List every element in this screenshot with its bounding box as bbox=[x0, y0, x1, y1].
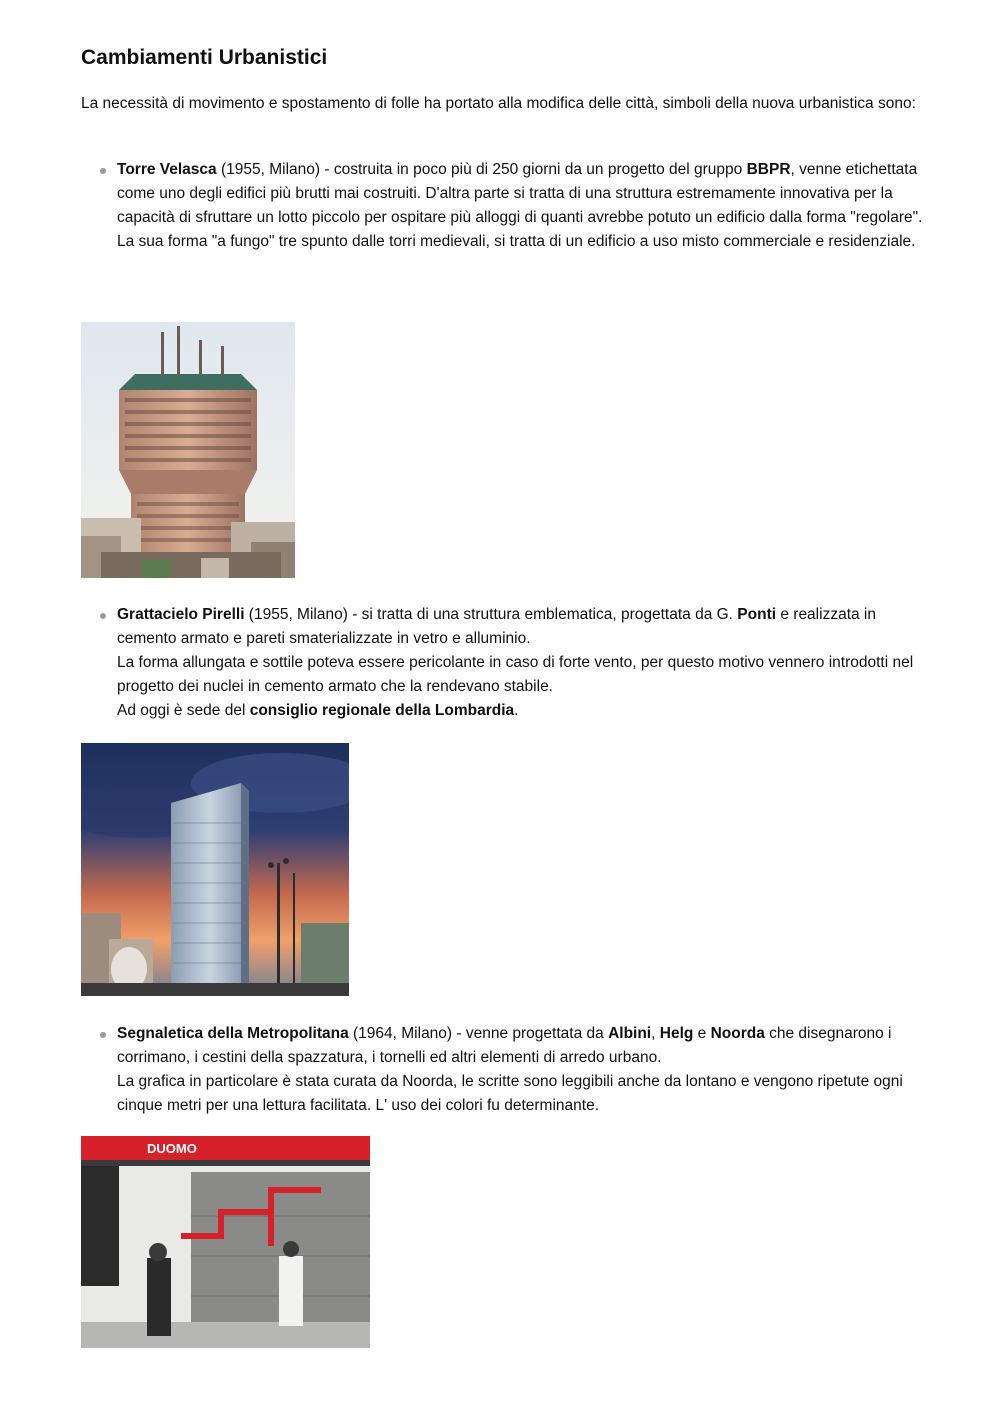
item-text: Torre Velasca (1955, Milano) - costruita in poco più di 250 giorni da un progetto del gruppo BBPR, venne etichettata come uno degli edifici più brutti mai costruiti. D'altra parte si tratta di una struttura estremamente innovativa per la capacità di sfruttare un lotto piccolo per ospitare più alloggi di quanti avrebbe potuto un edificio dalla forma "regolare". La sua forma "a fungo" tre spunto dalle torri medievali, si tratta di un edificio a uso misto commerciale e residenziale. bbox=[117, 161, 923, 250]
item-name: Torre Velasca bbox=[117, 161, 217, 178]
intro-paragraph: La necessità di movimento e spostamento di folle ha portato alla modifica delle città, simboli della nuova urbanistica sono: bbox=[81, 95, 916, 112]
item-text: Segnaletica della Metropolitana (1964, Milano) - venne progettata da Albini, Helg e Noorda che disegnarono i corrimano, i cestini della spazzatura, i tornelli ed altri elementi di arredo urbano. La grafica in particolare è stata curata da Noorda, le scritte sono leggibili anche da lontano e vengono ripetute ogni cinque metri per una lettura facilitata. L' uso dei colori fu determinante. bbox=[117, 1025, 903, 1114]
item-name: Grattacielo Pirelli bbox=[117, 606, 245, 623]
bullet-icon bbox=[100, 613, 106, 619]
photo-grattacielo-pirelli bbox=[81, 743, 349, 996]
group-name: BBPR bbox=[746, 161, 791, 178]
item-name: Segnaletica della Metropolitana bbox=[117, 1025, 349, 1042]
sign-text: DUOMO bbox=[147, 1141, 197, 1156]
photo-segnaletica-metropolitana bbox=[81, 1136, 370, 1348]
designer-name: Ponti bbox=[737, 606, 777, 623]
item-text: Grattacielo Pirelli (1955, Milano) - si tratta di una struttura emblematica, progettata da G. Ponti e realizzata in cemento armato e pareti smaterializzate in vetro e alluminio. La forma allungata e sottile poteva essere pericolante in caso di forte vento, per questo motivo vennero introdotti nel progetto dei nuclei in cemento armato che la rendevano stabile. Ad oggi è sede del consiglio regionale della Lombardia. bbox=[117, 606, 914, 719]
bullet-icon bbox=[100, 1032, 106, 1038]
bullet-icon bbox=[100, 168, 106, 174]
page-title: Cambiamenti Urbanistici bbox=[81, 46, 328, 69]
photo-torre-velasca bbox=[81, 322, 295, 578]
